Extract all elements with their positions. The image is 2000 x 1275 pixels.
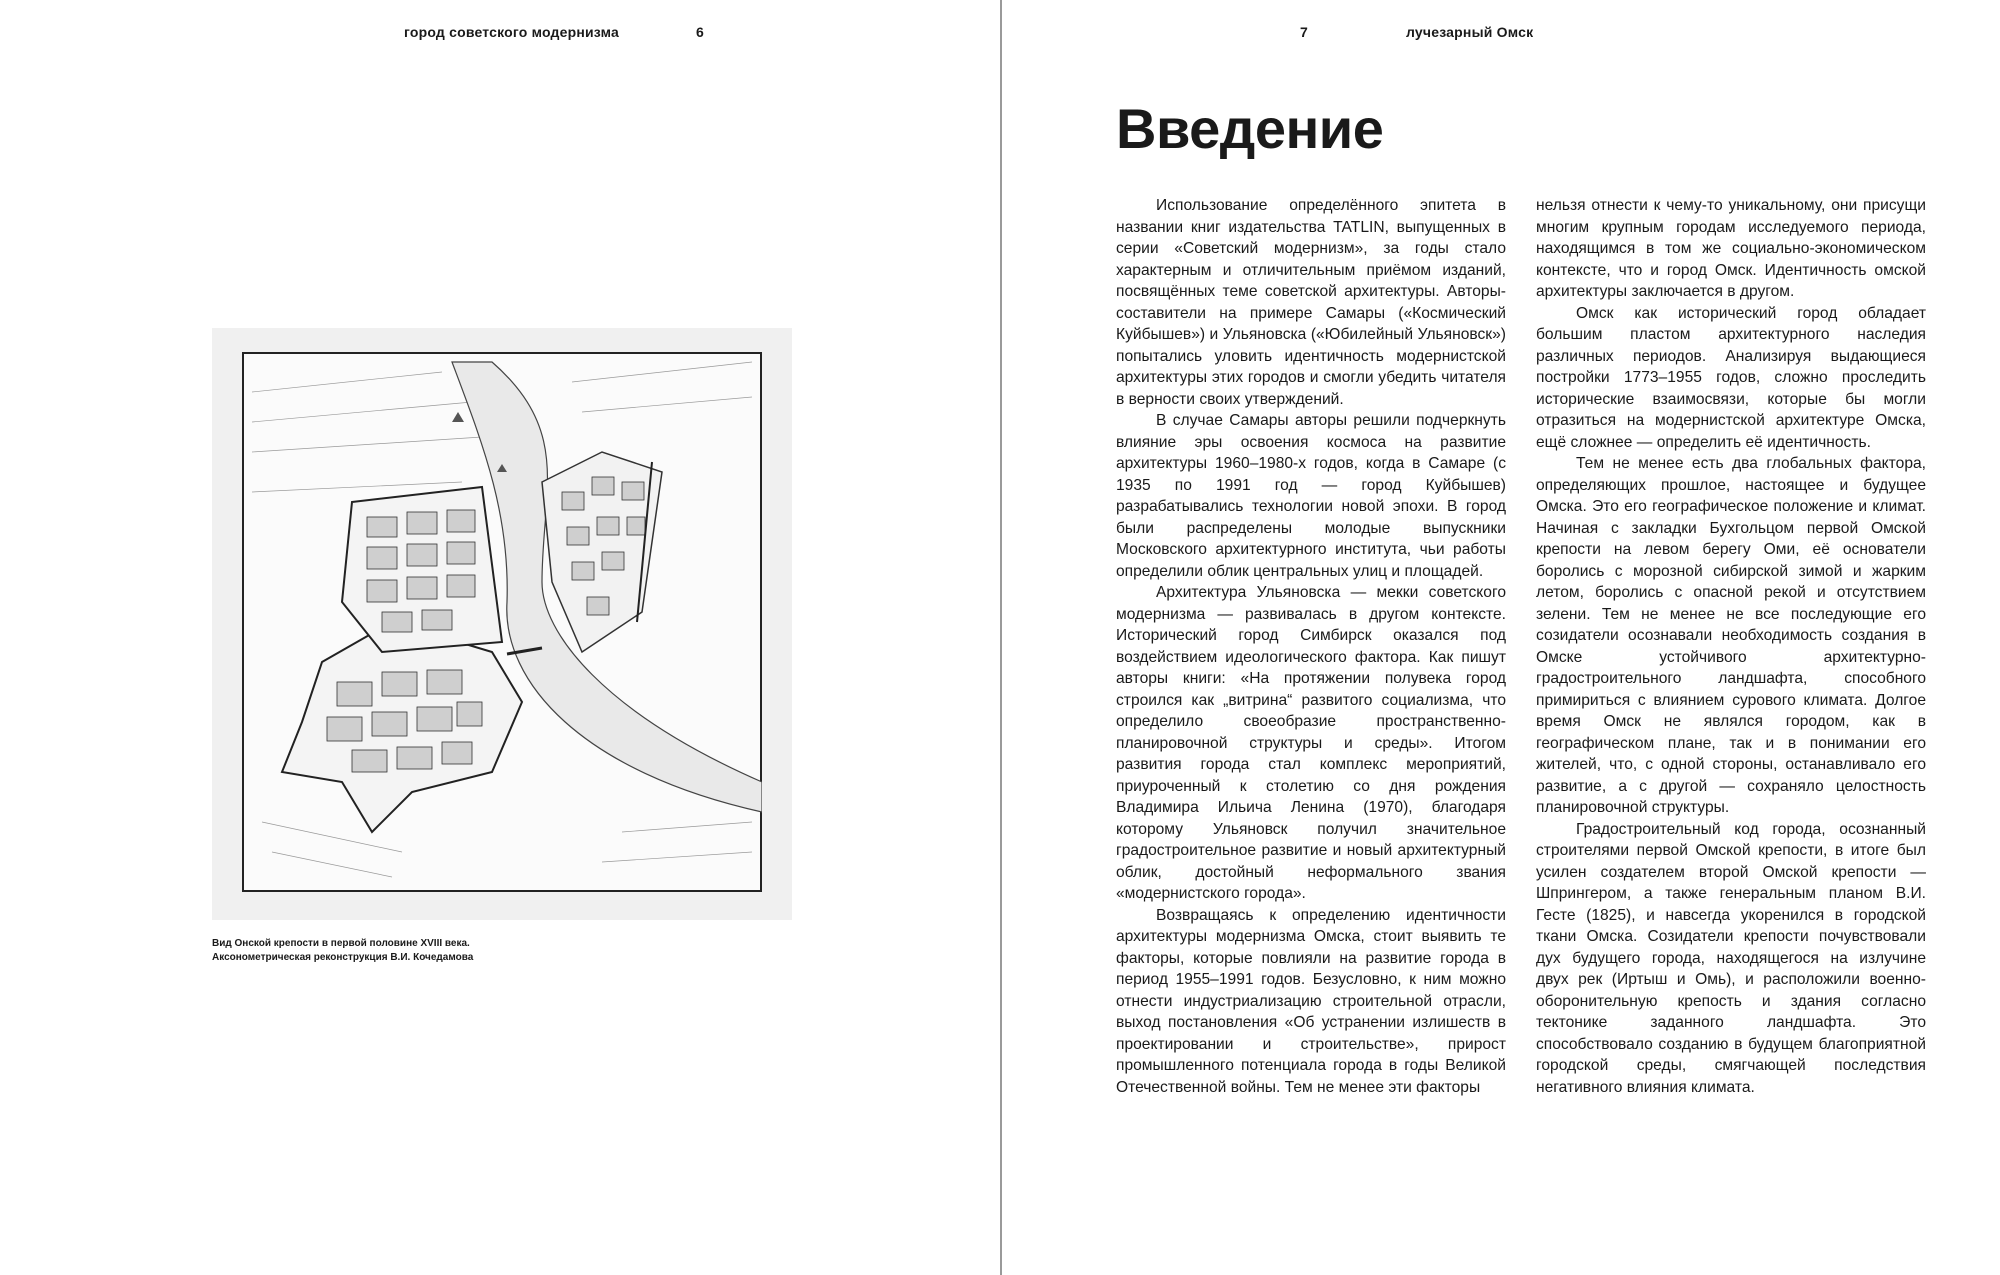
paragraph: Возвращаясь к определению идентичности архитектуры модернизма Омска, стоит выявить те факторы, которые повлияли на развитие города в период 1955–1991 годов. Безусловно, к ним можно отнести индустриализацию строительной отрасли, выход постановления «Об устранении излишеств в проектировании и строительстве», прирост промышленного потенциала города в годы Великой Отечественной войны. Тем не менее эти факторы <box>1116 906 1506 1096</box>
left-running-head: город советского модернизма <box>404 24 619 40</box>
paragraph: Тем не менее есть два глобальных фактора, определяющих прошлое, настоящее и будущее Омска. Это его географическое положение и климат. Начиная с закладки Бухгольцом первой Омской крепости на левом берегу Оми, её основатели боролись с морозной сибирской зимой и жарким летом, боролись с опасной рекой и отсутствием зелени. Тем не менее не все последующие его созидатели осознавали необходимость создания в Омске устойчивого архитектурно-градостроительного ландшафта, способного примириться с влиянием сурового климата. Долгое время Омск не являлся городом, как в географическом плане, так и в понимании его жителей, что, с одной стороны, останавливало его развитие, а с другой — сохраняло целостность планировочной структуры. <box>1536 455 1926 816</box>
right-page-number: 7 <box>1300 24 1308 40</box>
fortress-illustration <box>212 328 792 920</box>
paragraph: Градостроительный код города, осознанный строителями первой Омской крепости, в итоге был усилен создателем второй Омской крепости — Шпрингером, а также генеральным планом В.И. Гесте (1825), и навсегда укоренился в городской ткани Омска. Созидатели крепости почувствовали дух будущего города, находящегося на излучине двух рек (Иртыш и Омь), и расположили военно-оборонительную крепость и здания согласно тектонике заданного ландшафта. Это способствовало созданию в будущем благоприятной городской среды, смягчающей последствия негативного влияния климата. <box>1536 820 1926 1096</box>
left-page-number: 6 <box>696 24 704 40</box>
paragraph: В случае Самары авторы решили подчеркнуть влияние эры освоения космоса на развитие архитектуры 1960–1980-х годов, когда в Самаре (с 1935 по 1991 год — город Куйбышев) разрабатывались технологии новой эпохи. В город были распределены молодые выпускники Московского архитектурного института, чьи работы определили облик центральных улиц и площадей. <box>1116 412 1506 580</box>
caption-line-2: Аксонометрическая реконструкция В.И. Кочедамова <box>212 952 474 963</box>
caption-line-1: Вид Онской крепости в первой половине XVIII века. <box>212 938 470 949</box>
figure-caption <box>212 937 792 965</box>
paragraph: Использование определённого эпитета в названии книг издательства TATLIN, выпущенных в серии «Советский модернизм», за годы стало характерным и отличительным приёмом изданий, посвящённых теме советской архитектуры. Авторы-составители на примере Самары («Космический Куйбышев») и Ульяновска («Юбилейный Ульяновск») попытались уловить идентичность модернистской архитектуры этих городов и смогли убедить читателя в верности своих утверждений. <box>1116 197 1506 408</box>
paragraph-continuation: нельзя отнести к чему-то уникальному, они присущи многим крупным городам исследуемого периода, находящимся в том же социально-экономическом контексте, что и город Омск. Идентичность омской архитектуры заключается в другом. <box>1536 197 1926 300</box>
text-column-left <box>1116 195 1506 1098</box>
chapter-title: Введение <box>1116 97 1384 160</box>
right-running-head: лучезарный Омск <box>1406 24 1534 40</box>
paragraph: Омск как исторический город обладает большим пластом архитектурного наследия различных периодов. Анализируя выдающиеся постройки 1773–1955 годов, сложно проследить исторические взаимосвязи, которые бы могли отразиться на модернистской архитектуре Омска, ещё сложнее — определить её идентичность. <box>1536 304 1926 451</box>
text-column-right <box>1536 195 1926 1098</box>
paragraph: Архитектура Ульяновска — мекки советского модернизма — развивалась в другом контексте. Исторический город Симбирск оказался под воздействием идеологического фактора. Как пишут авторы книги: «На протяжении полувека город строился как „витрина“ развитого социализма, что определило своеобразие пространственно-планировочной структуры и среды». Итогом развития города стал комплекс мероприятий, приуроченный к столетию со дня рождения Владимира Ильича Ленина (1970), благодаря которому Ульяновск получил значительное градостроительное развитие и новый архитектурный облик, достойный неформального звания «модернистского города». <box>1116 584 1506 902</box>
fortress-engraving-image <box>242 352 762 892</box>
page-gutter <box>1000 0 1002 1275</box>
